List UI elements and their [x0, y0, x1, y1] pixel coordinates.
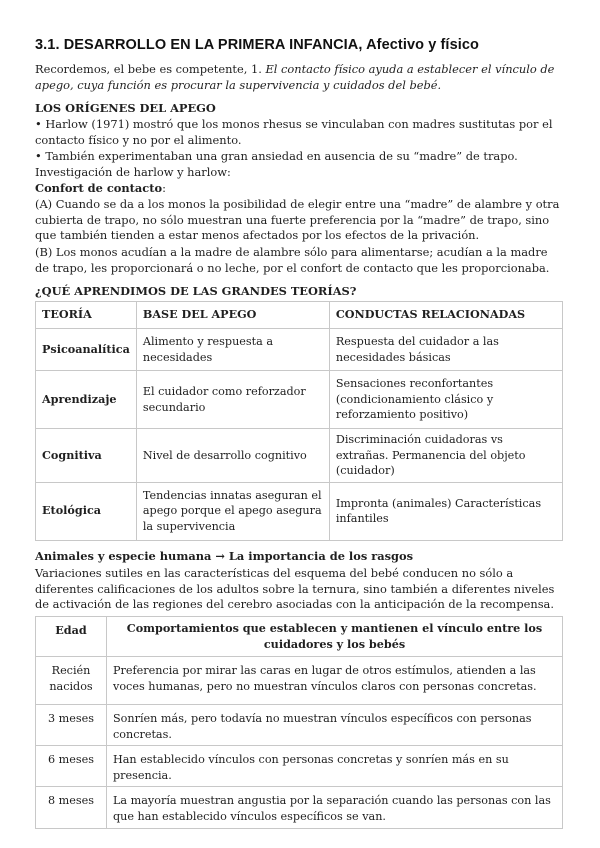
age-label: 3 meses [36, 705, 107, 746]
origins-paragraph-a: (A) Cuando se da a los monos la posibilidad de elegir entre una “madre” de alambre y otra cubierta de trapo, no sólo muestran una fuerte preferencia por la “madre” de trapo, sino que también tienden a estar menos afectados por los efectos de la privación. [35, 197, 560, 243]
intro-paragraph [35, 62, 565, 93]
age-behavior: La mayoría muestran angustia por la separación cuando las personas con las que han establecido vínculos específicos se van. [107, 787, 563, 829]
ages-header-cell: Edad [36, 617, 107, 657]
confort-colon: : [162, 181, 166, 195]
age-label: Recién nacidos [36, 657, 107, 705]
origins-research-line: Investigación de harlow y harlow: [35, 165, 231, 179]
table-row [36, 787, 563, 829]
theories-table [35, 301, 563, 541]
table-row [36, 329, 563, 371]
theories-header-row [36, 302, 563, 329]
table-row [36, 746, 563, 787]
ages-header-row [36, 617, 563, 657]
theory-name: Cognitiva [36, 429, 137, 483]
age-behavior: Sonríen más, pero todavía no muestran vínculos específicos con personas concretas. [107, 705, 563, 746]
theories-header-cell: CONDUCTAS RELACIONADAS [329, 302, 562, 329]
theory-conduct: Impronta (animales) Características infantiles [329, 482, 562, 540]
confort-label: Confort de contacto [35, 181, 163, 195]
table-row [36, 429, 563, 483]
animals-heading: Animales y especie humana → La importancia de los rasgos [35, 549, 413, 563]
theory-base: Nivel de desarrollo cognitivo [136, 429, 329, 483]
origins-paragraph-b: (B) Los monos acudían a la madre de alambre sólo para alimentarse; acudían a la madre de trapo, les proporcionará o no leche, por el confort de contacto que les proporcionaba. [35, 245, 550, 275]
origins-heading: LOS ORÍGENES DEL APEGO [35, 101, 216, 115]
theory-name: Etológica [36, 482, 137, 540]
theories-header-cell: TEORÍA [36, 302, 137, 329]
table-row [36, 371, 563, 429]
page-title: 3.1. DESARROLLO EN LA PRIMERA INFANCIA, Afectivo y físico [35, 37, 479, 53]
theory-base: Alimento y respuesta a necesidades [136, 329, 329, 371]
origins-bullet-2: • También experimentaban una gran ansiedad en ausencia de su “madre” de trapo. [35, 149, 518, 163]
ages-header-cell: Comportamientos que establecen y mantienen el vínculo entre los cuidadores y los bebés [107, 617, 563, 657]
theory-name: Aprendizaje [36, 371, 137, 429]
theories-heading: ¿QUÉ APRENDIMOS DE LAS GRANDES TEORÍAS? [35, 284, 357, 298]
table-row [36, 657, 563, 705]
table-row [36, 705, 563, 746]
theory-conduct: Respuesta del cuidador a las necesidades básicas [329, 329, 562, 371]
theory-conduct: Sensaciones reconfortantes (condicionamiento clásico y reforzamiento positivo) [329, 371, 562, 429]
confort-heading [35, 181, 565, 197]
origins-bullet-1: • Harlow (1971) mostró que los monos rhesus se vinculaban con madres sustitutas por el contacto físico y no por el alimento. [35, 117, 553, 147]
age-behavior: Preferencia por mirar las caras en lugar de otros estímulos, atienden a las voces humanas, pero no muestran vínculos claros con personas concretas. [107, 657, 563, 705]
age-label: 8 meses [36, 787, 107, 829]
table-row [36, 482, 563, 540]
theories-header-cell: BASE DEL APEGO [136, 302, 329, 329]
age-label: 6 meses [36, 746, 107, 787]
theory-conduct: Discriminación cuidadoras vs extrañas. Permanencia del objeto (cuidador) [329, 429, 562, 483]
theory-base: El cuidador como reforzador secundario [136, 371, 329, 429]
theory-base: Tendencias innatas aseguran el apego porque el apego asegura la supervivencia [136, 482, 329, 540]
ages-table [35, 616, 563, 829]
theory-name: Psicoanalítica [36, 329, 137, 371]
age-behavior: Han establecido vínculos con personas concretas y sonríen más en su presencia. [107, 746, 563, 787]
intro-italic-text: El contacto físico ayuda a establecer el vínculo de apego, cuya función es procurar la supervivencia y cuidados del bebé. [35, 62, 555, 92]
intro-text: Recordemos, el bebe es competente, 1. [35, 62, 266, 76]
animals-paragraph: Variaciones sutiles en las características del esquema del bebé conducen no sólo a diferentes calificaciones de los adultos sobre la ternura, sino también a diferentes niveles de activación de las regiones del cerebro asociadas con la anticipación de la recompensa. [35, 566, 555, 612]
